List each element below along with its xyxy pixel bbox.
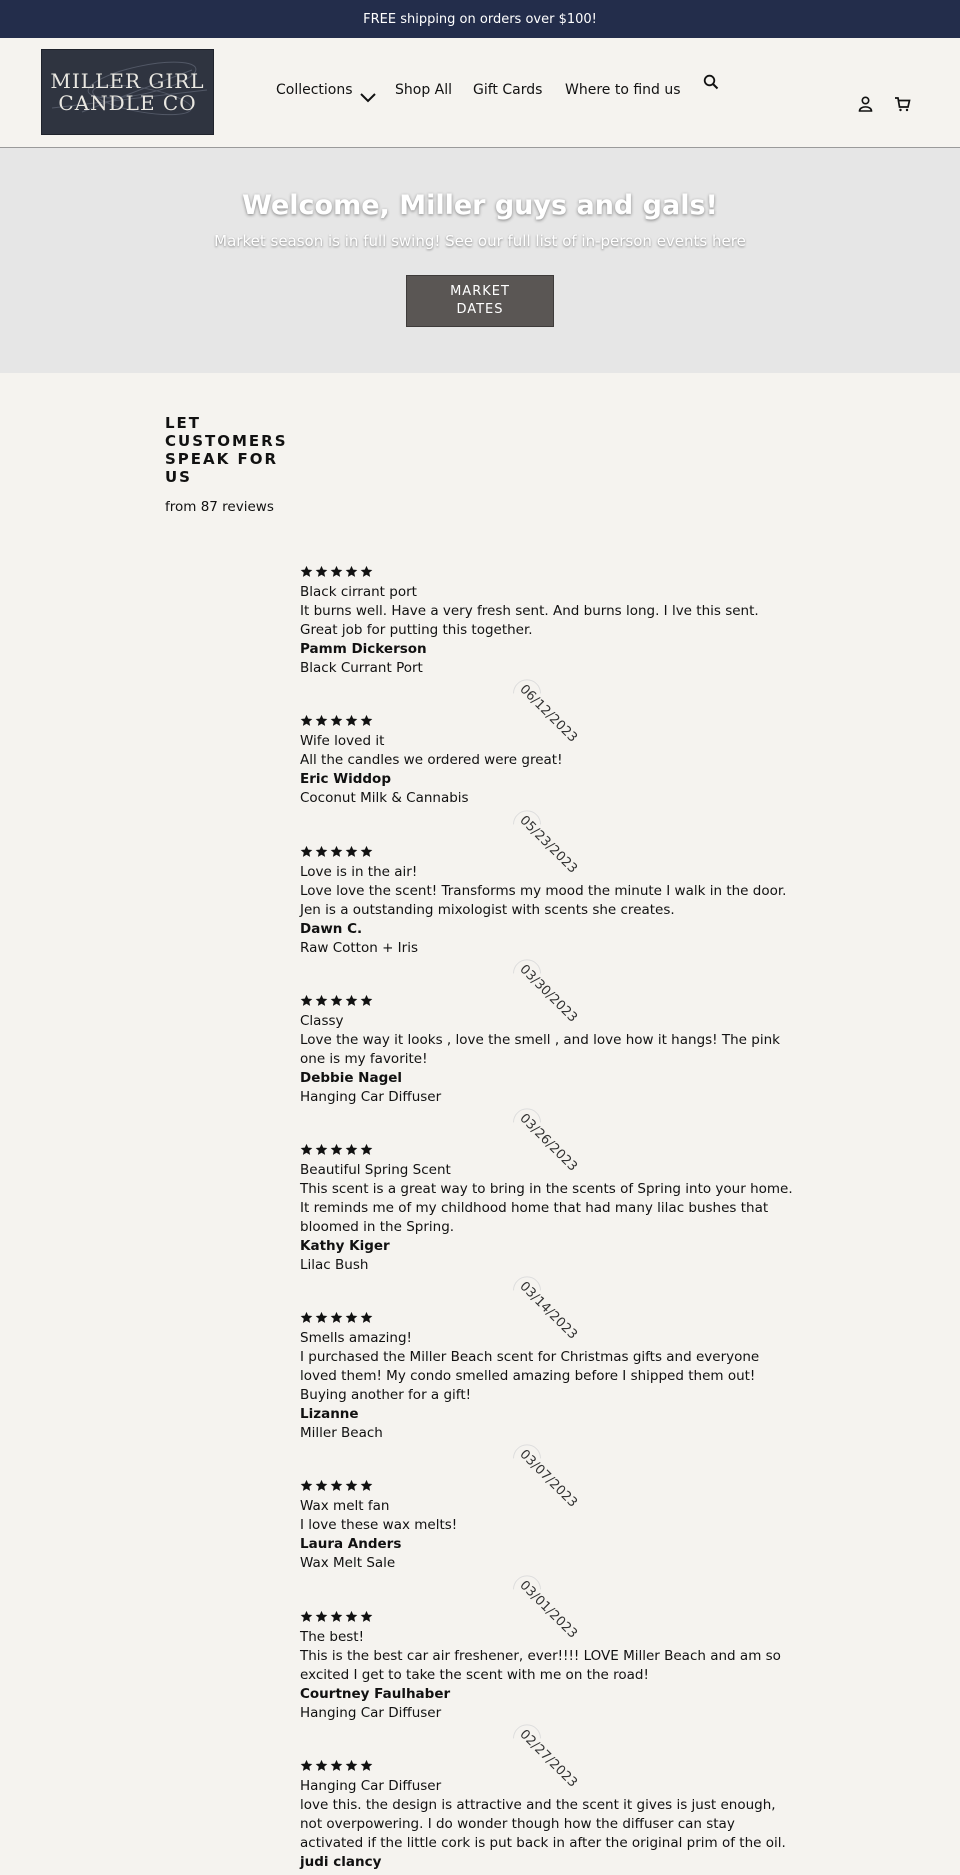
- review-date: 03/30/2023: [516, 962, 580, 1026]
- review-product[interactable]: Miller Beach: [300, 1425, 383, 1441]
- review-item: [300, 845, 800, 958]
- star-icon: [360, 845, 373, 858]
- review-item: [300, 1610, 800, 1723]
- review-product[interactable]: Hanging Car Diffuser: [300, 1705, 442, 1721]
- star-icon: [330, 1311, 343, 1324]
- review-item: [300, 1311, 800, 1443]
- star-icon: [315, 565, 328, 578]
- star-icon: [345, 1759, 358, 1772]
- announcement-text: FREE shipping on orders over $100!: [363, 11, 597, 27]
- review-date: 06/12/2023: [516, 682, 580, 746]
- star-icon: [300, 565, 313, 578]
- review-title: Smells amazing!: [300, 1330, 412, 1346]
- star-icon: [300, 1610, 313, 1623]
- search-icon[interactable]: [703, 74, 719, 94]
- chevron-down-icon[interactable]: [360, 88, 376, 107]
- star-icon: [300, 1479, 313, 1492]
- review-item: [300, 714, 800, 808]
- review-title: Black cirrant port: [300, 584, 417, 600]
- review-product[interactable]: Coconut Milk & Cannabis: [300, 790, 469, 806]
- star-icon: [300, 1311, 313, 1324]
- star-icon: [330, 1479, 343, 1492]
- star-icon: [330, 845, 343, 858]
- star-icon: [315, 845, 328, 858]
- hero-banner: [0, 148, 960, 373]
- review-body: This is the best car air freshener, ever!!!! LOVE Miller Beach and am so excited I get to take the scent with me on the road!: [300, 1648, 781, 1683]
- review-body: Love the way it looks , love the smell , and love how it hangs! The pink one is my favorite!: [300, 1032, 780, 1067]
- review-author: judi clancy: [300, 1854, 382, 1870]
- nav-gift-cards[interactable]: Gift Cards: [473, 82, 543, 98]
- review-body: love this. the design is attractive and the scent it gives is just enough, not overpowering. I do wonder though how the diffuser can stay activated if the little cork is put back in after the original prim of the oil.: [300, 1797, 786, 1851]
- star-icon: [300, 1759, 313, 1772]
- review-item: [300, 565, 800, 678]
- star-icon: [330, 1759, 343, 1772]
- reviews-heading: LET CUSTOMERS SPEAK FOR US: [165, 414, 288, 486]
- star-icon: [330, 1143, 343, 1156]
- review-date: 05/23/2023: [516, 813, 580, 877]
- review-author: Eric Widdop: [300, 771, 391, 787]
- review-body: Love love the scent! Transforms my mood the minute I walk in the door. Jen is a outstanding mixologist with scents she creates.: [300, 883, 787, 918]
- review-author: Dawn C.: [300, 921, 363, 937]
- star-icon: [360, 1759, 373, 1772]
- site-header: [0, 38, 960, 148]
- review-author: Courtney Faulhaber: [300, 1686, 451, 1702]
- review-date: 02/27/2023: [516, 1727, 580, 1791]
- star-icon: [315, 1479, 328, 1492]
- review-body: This scent is a great way to bring in the scents of Spring into your home. It reminds me of my childhood home that had many lilac bushes that bloomed in the Spring.: [300, 1181, 793, 1235]
- star-icon: [360, 565, 373, 578]
- hero-title: Welcome, Miller guys and gals!: [242, 190, 718, 221]
- review-date: 03/07/2023: [516, 1447, 580, 1511]
- announcement-bar: [0, 0, 960, 38]
- star-icon: [345, 1610, 358, 1623]
- star-icon: [345, 845, 358, 858]
- reviews-count: from 87 reviews: [165, 499, 274, 515]
- star-icon: [330, 1610, 343, 1623]
- review-title: Beautiful Spring Scent: [300, 1162, 451, 1178]
- star-icon: [300, 1143, 313, 1156]
- star-icon: [315, 714, 328, 727]
- logo[interactable]: [41, 49, 214, 135]
- review-item: [300, 994, 800, 1107]
- review-product[interactable]: Lilac Bush: [300, 1257, 369, 1273]
- star-icon: [315, 1759, 328, 1772]
- review-author: Lizanne: [300, 1406, 359, 1422]
- review-title: Love is in the air!: [300, 864, 418, 880]
- review-author: Debbie Nagel: [300, 1070, 403, 1086]
- account-icon[interactable]: [858, 96, 873, 116]
- cart-icon[interactable]: [894, 96, 911, 116]
- logo-line-1: MILLER GIRL: [50, 69, 205, 93]
- review-body: I love these wax melts!: [300, 1517, 458, 1533]
- review-title: Hanging Car Diffuser: [300, 1778, 442, 1794]
- star-rating: [300, 565, 800, 578]
- star-icon: [300, 845, 313, 858]
- review-date: 03/14/2023: [516, 1279, 580, 1343]
- review-author: Pamm Dickerson: [300, 641, 427, 657]
- review-product[interactable]: Black Currant Port: [300, 660, 423, 676]
- review-title: Wax melt fan: [300, 1498, 390, 1514]
- review-body: It burns well. Have a very fresh sent. And burns long. I lve this sent. Great job for putting this together.: [300, 603, 759, 638]
- logo-line-2: CANDLE CO: [58, 91, 197, 115]
- review-date: 03/01/2023: [516, 1578, 580, 1642]
- star-icon: [315, 1610, 328, 1623]
- nav-collections[interactable]: Collections: [276, 82, 353, 98]
- review-item: [300, 1759, 800, 1872]
- star-icon: [330, 994, 343, 1007]
- review-product[interactable]: Wax Melt Sale: [300, 1555, 396, 1571]
- star-icon: [300, 994, 313, 1007]
- review-title: Classy: [300, 1013, 344, 1029]
- nav-where-to-find-us[interactable]: Where to find us: [565, 82, 681, 98]
- review-title: Wife loved it: [300, 733, 385, 749]
- star-icon: [330, 714, 343, 727]
- nav-shop-all[interactable]: Shop All: [395, 82, 453, 98]
- review-date: 03/26/2023: [516, 1111, 580, 1175]
- star-icon: [315, 1311, 328, 1324]
- star-icon: [300, 714, 313, 727]
- review-product[interactable]: Raw Cotton + Iris: [300, 940, 418, 956]
- review-body: All the candles we ordered were great!: [300, 752, 563, 768]
- star-icon: [360, 994, 373, 1007]
- review-author: Kathy Kiger: [300, 1238, 390, 1254]
- star-icon: [360, 1311, 373, 1324]
- star-icon: [360, 714, 373, 727]
- review-product[interactable]: Hanging Car Diffuser: [300, 1089, 442, 1105]
- star-icon: [360, 1479, 373, 1492]
- review-title: The best!: [300, 1629, 365, 1645]
- review-body: I purchased the Miller Beach scent for Christmas gifts and everyone loved them! My condo smelled amazing before I shipped them out! Buying another for a gift!: [300, 1349, 760, 1403]
- star-icon: [330, 565, 343, 578]
- star-icon: [315, 994, 328, 1007]
- review-item: [300, 1479, 800, 1573]
- star-icon: [345, 1311, 358, 1324]
- star-icon: [345, 565, 358, 578]
- star-icon: [360, 1610, 373, 1623]
- hero-subtitle: Market season is in full swing! See our full list of in-person events here: [214, 232, 746, 250]
- star-icon: [345, 714, 358, 727]
- star-icon: [345, 1143, 358, 1156]
- review-author: Laura Anders: [300, 1536, 402, 1552]
- market-dates-button[interactable]: MARKET DATES: [406, 275, 554, 327]
- review-item: [300, 1143, 800, 1275]
- star-icon: [360, 1143, 373, 1156]
- star-icon: [345, 994, 358, 1007]
- star-icon: [315, 1143, 328, 1156]
- star-icon: [345, 1479, 358, 1492]
